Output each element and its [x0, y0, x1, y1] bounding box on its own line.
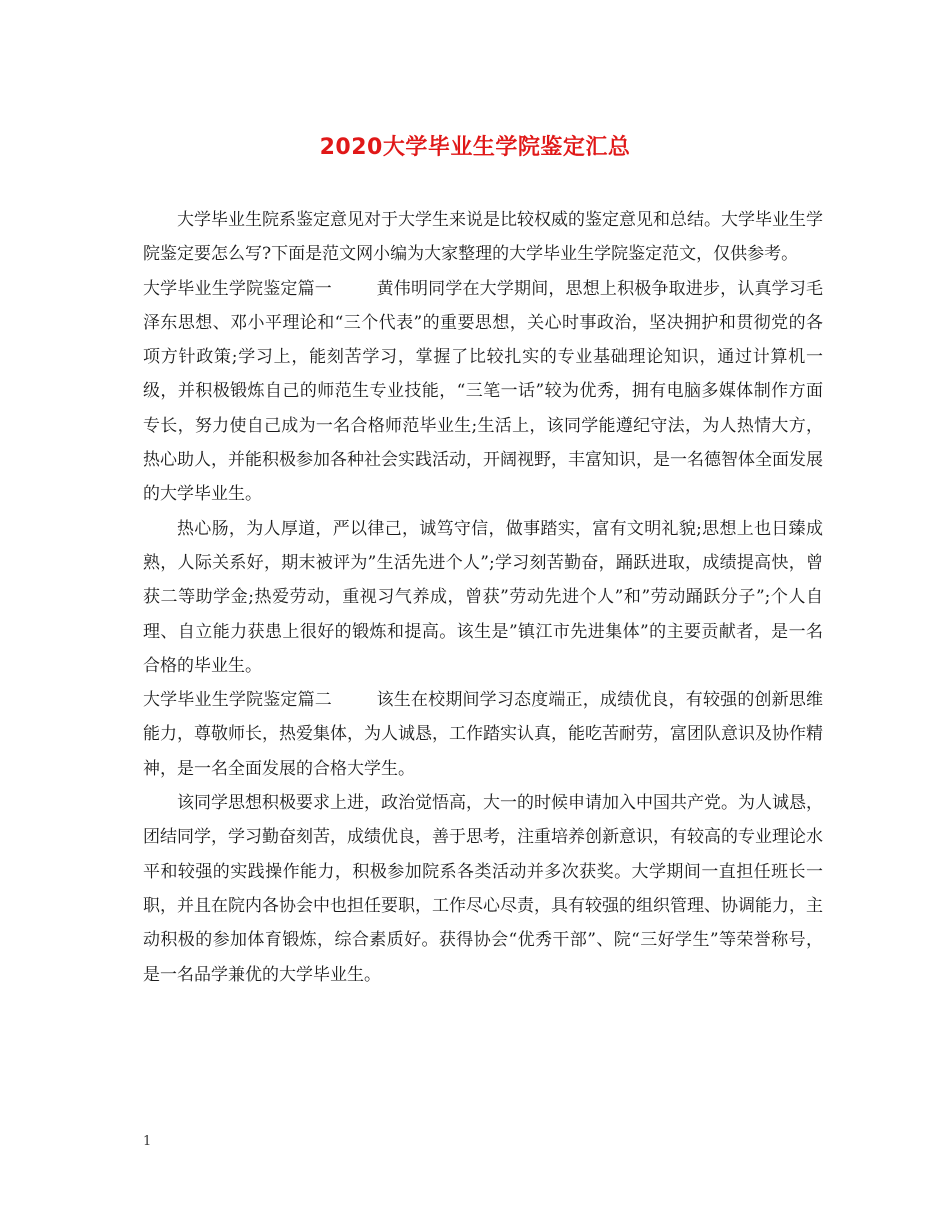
page-number: 1: [143, 1134, 152, 1149]
paragraph-text: 黄伟明同学在大学期间，思想上积极争取进步，认真学习毛泽东思想、邓小平理论和“三个代表”的重要思想，关心时事政治，坚决拥护和贯彻党的各项方针政策;学习上，能刻苦学习，掌握了比较扎实的专业基础理论知识，通过计算机一级，并积极锻炼自己的师范生专业技能，“三笔一话”较为优秀，拥有电脑多媒体制作方面专长，努力使自己成为一名合格师范毕业生;生活上，该同学能遵纪守法，为人热情大方，热心助人，并能积极参加各种社会实践活动，开阔视野，丰富知识，是一名德智体全面发展的大学毕业生。: [143, 278, 824, 505]
section-heading: 大学毕业生学院鉴定篇一: [143, 278, 332, 299]
section-one-paragraph: [143, 272, 823, 512]
heading-gap: [332, 690, 377, 710]
document-body: [143, 203, 823, 992]
paragraph-text: 大学毕业生院系鉴定意见对于大学生来说是比较权威的鉴定意见和总结。大学毕业生学院鉴定要怎么写?下面是范文网小编为大家整理的大学毕业生学院鉴定范文，仅供参考。: [143, 210, 823, 265]
section-two-paragraph: [143, 683, 823, 786]
section-one-paragraph-2: [143, 512, 823, 683]
document-title: 2020大学毕业生学院鉴定汇总: [319, 135, 631, 160]
section-heading: 大学毕业生学院鉴定篇二: [143, 690, 332, 711]
intro-paragraph: [143, 203, 823, 272]
heading-gap: [332, 279, 377, 299]
section-two-paragraph-2: [143, 786, 823, 992]
paragraph-text: 该生在校期间学习态度端正，成绩优良，有较强的创新思维能力，尊敬师长，热爱集体，为人诚恳，工作踏实认真，能吃苦耐劳，富团队意识及协作精神，是一名全面发展的合格大学生。: [143, 690, 824, 779]
paragraph-text: 热心肠，为人厚道，严以律己，诚笃守信，做事踏实，富有文明礼貌;思想上也日臻成熟，人际关系好，期末被评为”生活先进个人”;学习刻苦勤奋，踊跃进取，成绩提高快，曾获二等助学金;热爱劳动，重视习气养成，曾获”劳动先进个人”和”劳动踊跃分子”;个人自理、自立能力获患上很好的锻炼和提高。该生是”镇江市先进集体”的主要贡献者，是一名合格的毕业生。: [143, 518, 823, 676]
paragraph-text: 该同学思想积极要求上进，政治觉悟高，大一的时候申请加入中国共产党。为人诚恳，团结同学，学习勤奋刻苦，成绩优良，善于思考，注重培养创新意识，有较高的专业理论水平和较强的实践操作能力，积极参加院系各类活动并多次获奖。大学期间一直担任班长一职，并且在院内各协会中也担任要职，工作尽心尽责，具有较强的组织管理、协调能力，主动积极的参加体育锻炼，综合素质好。获得协会“优秀干部”、院“三好学生”等荣誉称号，是一名品学兼优的大学毕业生。: [143, 793, 823, 985]
